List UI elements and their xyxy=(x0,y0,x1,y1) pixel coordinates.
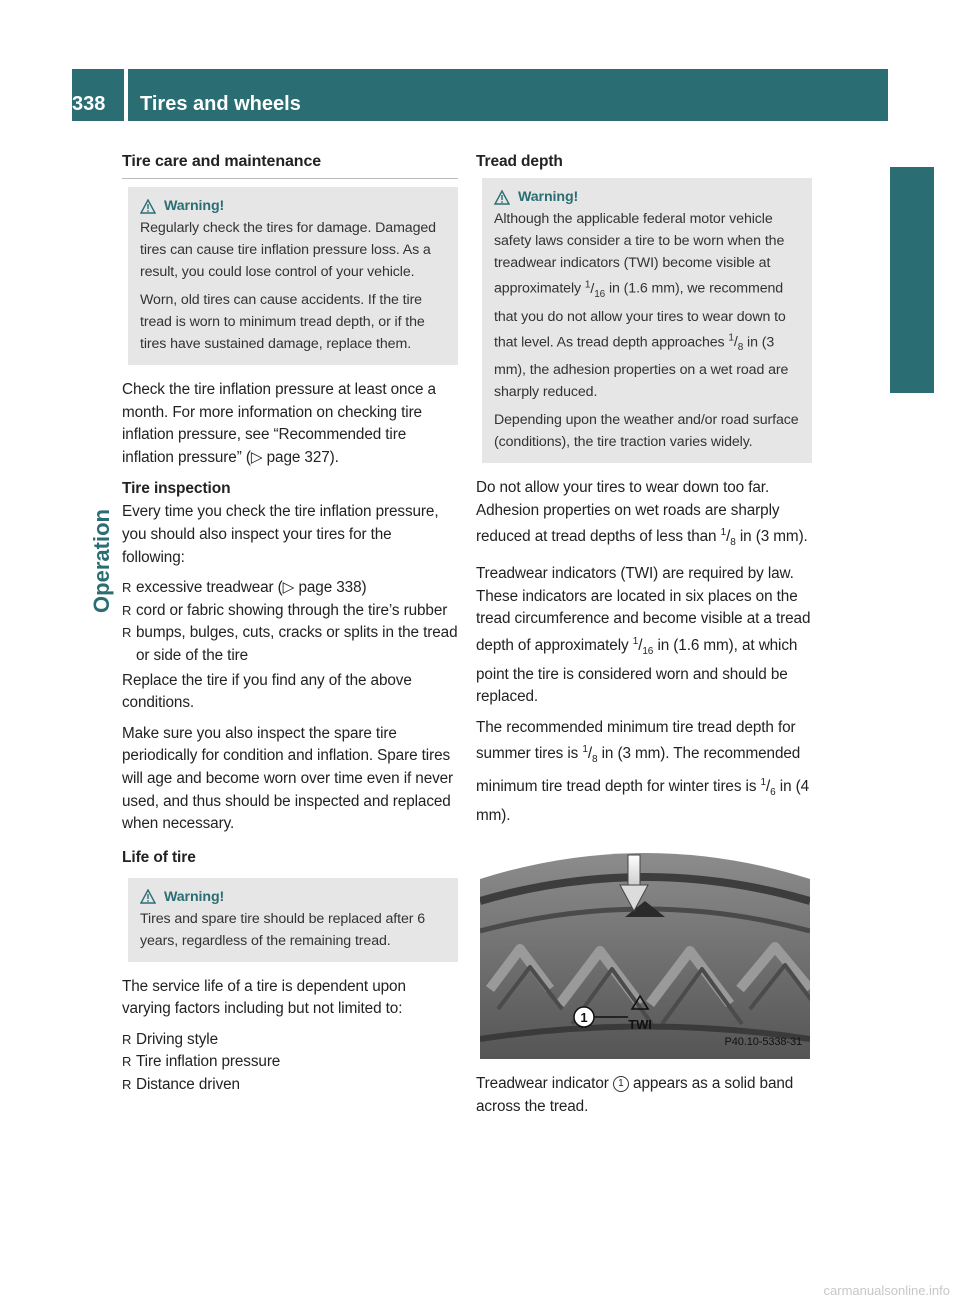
warning-text: Although the applicable federal motor vehicle safety laws consider a tire to be worn when the treadwear indicators (TWI) become visible at approximately $^1/_{16}$ in (1.6 mm), we recommend that you do not allow your tires to wear down to that level. As tread depth approaches $^1/_8$ in (3 mm), the adhesion properties on a wet road are sharply reduced. xyxy=(494,211,789,401)
callout-badge: 1 xyxy=(613,1076,629,1092)
list-item: R cord or fabric showing through the tire’s rubber xyxy=(122,600,458,623)
list-item: R Driving style xyxy=(122,1029,458,1052)
tread-drawing xyxy=(480,839,810,1059)
twi-label: TWI xyxy=(628,1017,652,1033)
warning-text: Worn, old tires can cause accidents. If the tire tread is worn to minimum tread depth, or if the tires have sustained damage, replace them. xyxy=(140,292,425,352)
bullet-icon: R xyxy=(122,1077,132,1093)
side-tab xyxy=(890,167,934,393)
bullet-icon: R xyxy=(122,1054,132,1070)
fraction: $^1/_8$ xyxy=(720,527,736,549)
bullet-icon: R xyxy=(122,1031,132,1047)
warning-title: Warning! xyxy=(518,189,579,205)
list-item: R Tire inflation pressure xyxy=(122,1051,458,1074)
heading-tire-care: Tire care and maintenance xyxy=(122,150,458,179)
warning-box xyxy=(482,178,812,463)
warning-box xyxy=(128,187,458,365)
paragraph: Treadwear indicators (TWI) are required by law. These indicators are located in six places on the tread circumference and become visible at a tread depth of approximately $^1/_{16}$ in (1.6 mm), at which point the tire is considered worn and should be replaced. xyxy=(476,565,811,706)
section-label: Operation xyxy=(89,509,114,613)
page-number: 338 xyxy=(72,93,106,115)
paragraph: The service life of a tire is dependent upon varying factors including but not limited to: xyxy=(122,977,406,1018)
heading-tread-depth: Tread depth xyxy=(476,153,563,170)
fraction: $^1/_6$ xyxy=(760,777,776,799)
bullet-icon: R xyxy=(122,625,132,641)
right-column xyxy=(476,150,812,1127)
warning-text: Tires and spare tire should be replaced after 6 years, regardless of the remaining tread. xyxy=(140,910,425,949)
header-divider xyxy=(124,69,128,121)
paragraph: Replace the tire if you find any of the above conditions. xyxy=(122,671,412,712)
paragraph: Every time you check the tire inflation pressure, you should also inspect your tires for the following: xyxy=(122,503,439,566)
bullet-icon: R xyxy=(122,602,132,618)
paragraph: Check the tire inflation pressure at least once a month. For more information on checking tire inflation pressure, see “Recommended tire inflation pressure” (▷ page 327). xyxy=(122,381,436,466)
left-column xyxy=(122,150,458,1097)
figure-caption: Treadwear indicator 1 appears as a solid band across the tread. xyxy=(476,1075,794,1115)
arrow-icon xyxy=(628,855,640,885)
bullet-icon: R xyxy=(122,580,132,596)
list-item: R excessive treadwear (▷ page 338) xyxy=(122,577,458,600)
tire-tread-illustration xyxy=(480,839,810,1059)
paragraph: Make sure you also inspect the spare tire periodically for condition and inflation. Spare tires will age and become worn over time even if never used, and thus should be inspected and replaced when necessary. xyxy=(122,724,454,833)
fraction: $^1/_{16}$ xyxy=(632,635,654,657)
list-item: R bumps, bulges, cuts, cracks or splits in the tread or side of the tire xyxy=(122,622,458,667)
warning-triangle-icon xyxy=(494,190,510,205)
warning-triangle-icon xyxy=(140,889,156,904)
fraction: $^1/_8$ xyxy=(728,332,744,354)
fraction: $^1/_{16}$ xyxy=(584,279,606,300)
callout-number: 1 xyxy=(580,1010,588,1026)
warning-title: Warning! xyxy=(164,888,225,905)
warning-triangle-icon xyxy=(140,199,156,214)
warning-text: Depending upon the weather and/or road surface (conditions), the tire traction varies widely. xyxy=(494,412,799,451)
fraction: $^1/_8$ xyxy=(582,744,598,766)
list-item: R Distance driven xyxy=(122,1074,458,1097)
heading-life-of-tire: Life of tire xyxy=(122,848,196,866)
heading-tire-inspection: Tire inspection xyxy=(122,480,231,498)
page-title: Tires and wheels xyxy=(140,93,301,115)
warning-box xyxy=(128,878,458,962)
paragraph: The recommended minimum tire tread depth for summer tires is $^1/_8$ in (3 mm). The recommended minimum tire tread depth for winter tires is $^1/_6$ in (4 mm). xyxy=(476,718,810,824)
paragraph: Do not allow your tires to wear down too far. Adhesion properties on wet roads are sharply reduced at tread depths of less than $^1/_8$ in (3 mm). xyxy=(476,479,808,549)
warning-text: Regularly check the tires for damage. Damaged tires can cause tire inflation pressure loss. As a result, you could lose control of your vehicle. xyxy=(140,220,436,280)
watermark: carmanualsonline.info xyxy=(823,1283,950,1298)
warning-title: Warning! xyxy=(164,198,225,214)
figure-code: P40.10-5338-31 xyxy=(724,1035,802,1048)
